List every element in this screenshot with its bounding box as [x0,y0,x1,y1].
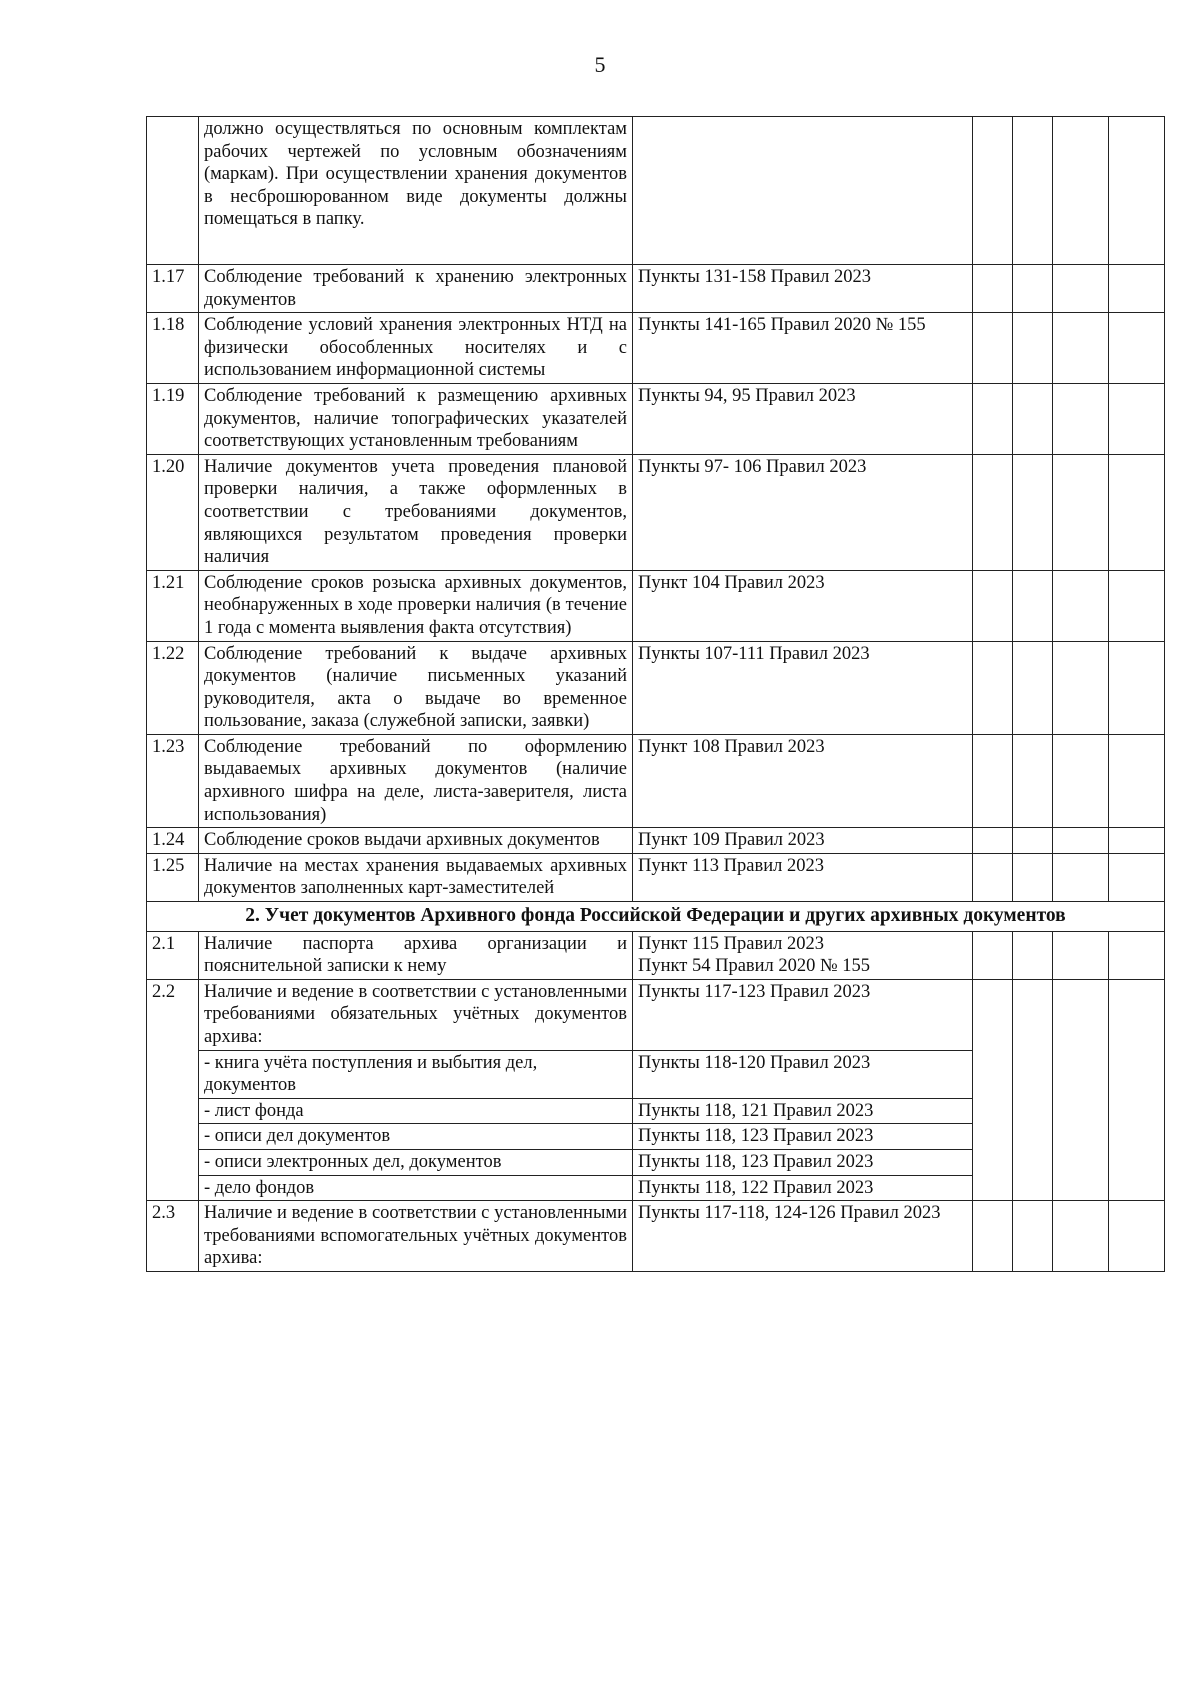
table-row [147,454,1165,570]
requirement-text: Наличие на местах хранения выдаваемых архивных документов заполненных карт-заместителей [199,853,633,901]
requirement-text: Соблюдение требований к выдаче архивных документов (наличие письменных указаний руководителя, акта о выдаче во временное пользование, заказа (служебной записки, заявки) [199,641,633,734]
checklist-table [146,116,1165,1272]
requirement-text: Наличие и ведение в соответствии с установленными требованиями обязательных учётных документов архива: [199,979,633,1050]
table-row [147,828,1165,854]
note-cell [1109,828,1165,854]
row-number: 2.2 [147,979,199,1200]
legal-reference: Пункт 104 Правил 2023 [633,570,973,641]
answer-cell [973,265,1013,313]
note-cell [1109,734,1165,827]
answer-cell [1013,931,1053,979]
row-number: 1.22 [147,641,199,734]
row-number [147,117,199,265]
note-cell [1109,383,1165,454]
answer-cell [1013,570,1053,641]
note-cell [1109,454,1165,570]
answer-cell [1053,828,1109,854]
row-number: 2.3 [147,1201,199,1272]
note-cell [1109,265,1165,313]
legal-reference: Пункты 118, 121 Правил 2023 [633,1098,973,1124]
legal-reference [633,931,973,979]
note-cell [1109,570,1165,641]
row-number: 1.23 [147,734,199,827]
row-number: 1.19 [147,383,199,454]
answer-cell [1013,383,1053,454]
legal-reference: Пункты 118, 122 Правил 2023 [633,1175,973,1201]
answer-cell [1053,853,1109,901]
table-row [147,1201,1165,1272]
answer-cell [1013,853,1053,901]
note-cell [1109,853,1165,901]
legal-reference: Пункты 131-158 Правил 2023 [633,265,973,313]
note-cell [1109,1201,1165,1272]
answer-cell [973,641,1013,734]
note-cell [1109,313,1165,384]
row-number: 1.18 [147,313,199,384]
legal-reference: Пункты 141-165 Правил 2020 № 155 [633,313,973,384]
requirement-text: Наличие и ведение в соответствии с установленными требованиями вспомогательных учётных документов архива: [199,1201,633,1272]
answer-cell [1053,570,1109,641]
answer-cell [973,979,1013,1200]
answer-cell [973,853,1013,901]
answer-cell [973,454,1013,570]
answer-cell [973,828,1013,854]
row-number: 1.17 [147,265,199,313]
row-number: 2.1 [147,931,199,979]
row-number: 1.21 [147,570,199,641]
page-number: 5 [594,52,606,77]
requirement-text: Соблюдение требований к хранению электронных документов [199,265,633,313]
requirement-text: Соблюдение сроков розыска архивных документов, необнаруженных в ходе проверки наличия (в течение 1 года с момента выявления факта отсутствия) [199,570,633,641]
sub-item-text: - описи дел документов [199,1124,633,1150]
row-number: 1.25 [147,853,199,901]
sub-item-text: - описи электронных дел, документов [199,1149,633,1175]
answer-cell [1053,1201,1109,1272]
answer-cell [1013,641,1053,734]
table-row [147,313,1165,384]
table-row [147,734,1165,827]
legal-reference: Пункт 108 Правил 2023 [633,734,973,827]
answer-cell [1053,117,1109,265]
answer-cell [1013,979,1053,1200]
legal-reference-line: Пункт 115 Правил 2023 [638,933,824,954]
table-row [147,979,1165,1050]
answer-cell [1053,313,1109,384]
sub-item-text: - лист фонда [199,1098,633,1124]
table-row [147,853,1165,901]
answer-cell [973,734,1013,827]
note-cell [1109,641,1165,734]
answer-cell [1053,641,1109,734]
requirement-text: Соблюдение условий хранения электронных НТД на физически обособленных носителях и с использованием информационной системы [199,313,633,384]
answer-cell [1013,454,1053,570]
requirement-text: Соблюдение требований к размещению архивных документов, наличие топографических указателей соответствующих установленным требованиям [199,383,633,454]
legal-reference: Пункт 109 Правил 2023 [633,828,973,854]
legal-reference-line: Пункт 54 Правил 2020 № 155 [638,956,871,977]
legal-reference: Пункты 97- 106 Правил 2023 [633,454,973,570]
requirement-text: Наличие паспорта архива организации и пояснительной записки к нему [199,931,633,979]
answer-cell [973,313,1013,384]
row-number: 1.24 [147,828,199,854]
legal-reference: Пункт 113 Правил 2023 [633,853,973,901]
section-header-row [147,902,1165,932]
answer-cell [1013,828,1053,854]
legal-reference: Пункты 118, 123 Правил 2023 [633,1124,973,1150]
answer-cell [1053,931,1109,979]
table-row [147,570,1165,641]
legal-reference [633,117,973,265]
legal-reference: Пункты 117-123 Правил 2023 [633,979,973,1050]
answer-cell [973,1201,1013,1272]
answer-cell [1013,734,1053,827]
section-title: 2. Учет документов Архивного фонда Российской Федерации и других архивных документов [147,902,1165,932]
legal-reference: Пункты 117-118, 124-126 Правил 2023 [633,1201,973,1272]
answer-cell [973,931,1013,979]
sub-item-text: - книга учёта поступления и выбытия дел, документов [199,1050,633,1098]
answer-cell [973,570,1013,641]
table-row [147,117,1165,265]
table-row [147,931,1165,979]
answer-cell [1013,1201,1053,1272]
answer-cell [1053,734,1109,827]
answer-cell [1053,979,1109,1200]
table-row [147,383,1165,454]
answer-cell [1053,265,1109,313]
legal-reference: Пункты 118, 123 Правил 2023 [633,1149,973,1175]
table-row [147,265,1165,313]
answer-cell [1013,313,1053,384]
note-cell [1109,979,1165,1200]
note-cell [1109,117,1165,265]
answer-cell [1053,383,1109,454]
answer-cell [973,117,1013,265]
sub-item-text: - дело фондов [199,1175,633,1201]
requirement-text: Наличие документов учета проведения плановой проверки наличия, а также оформленных в соответствии с требованиями документов, являющихся результатом проведения проверки наличия [199,454,633,570]
legal-reference: Пункты 107-111 Правил 2023 [633,641,973,734]
requirement-text: Соблюдение сроков выдачи архивных документов [199,828,633,854]
answer-cell [1013,117,1053,265]
legal-reference: Пункты 94, 95 Правил 2023 [633,383,973,454]
legal-reference: Пункты 118-120 Правил 2023 [633,1050,973,1098]
answer-cell [1013,265,1053,313]
note-cell [1109,931,1165,979]
row-number: 1.20 [147,454,199,570]
table-row [147,641,1165,734]
requirement-text: должно осуществляться по основным комплектам рабочих чертежей по условным обозначениям (маркам). При осуществлении хранения документов в несброшюрованном виде документы должны помещаться в папку. [199,117,633,265]
requirement-text: Соблюдение требований по оформлению выдаваемых архивных документов (наличие архивного шифра на деле, листа-заверителя, листа использования) [199,734,633,827]
answer-cell [973,383,1013,454]
answer-cell [1053,454,1109,570]
